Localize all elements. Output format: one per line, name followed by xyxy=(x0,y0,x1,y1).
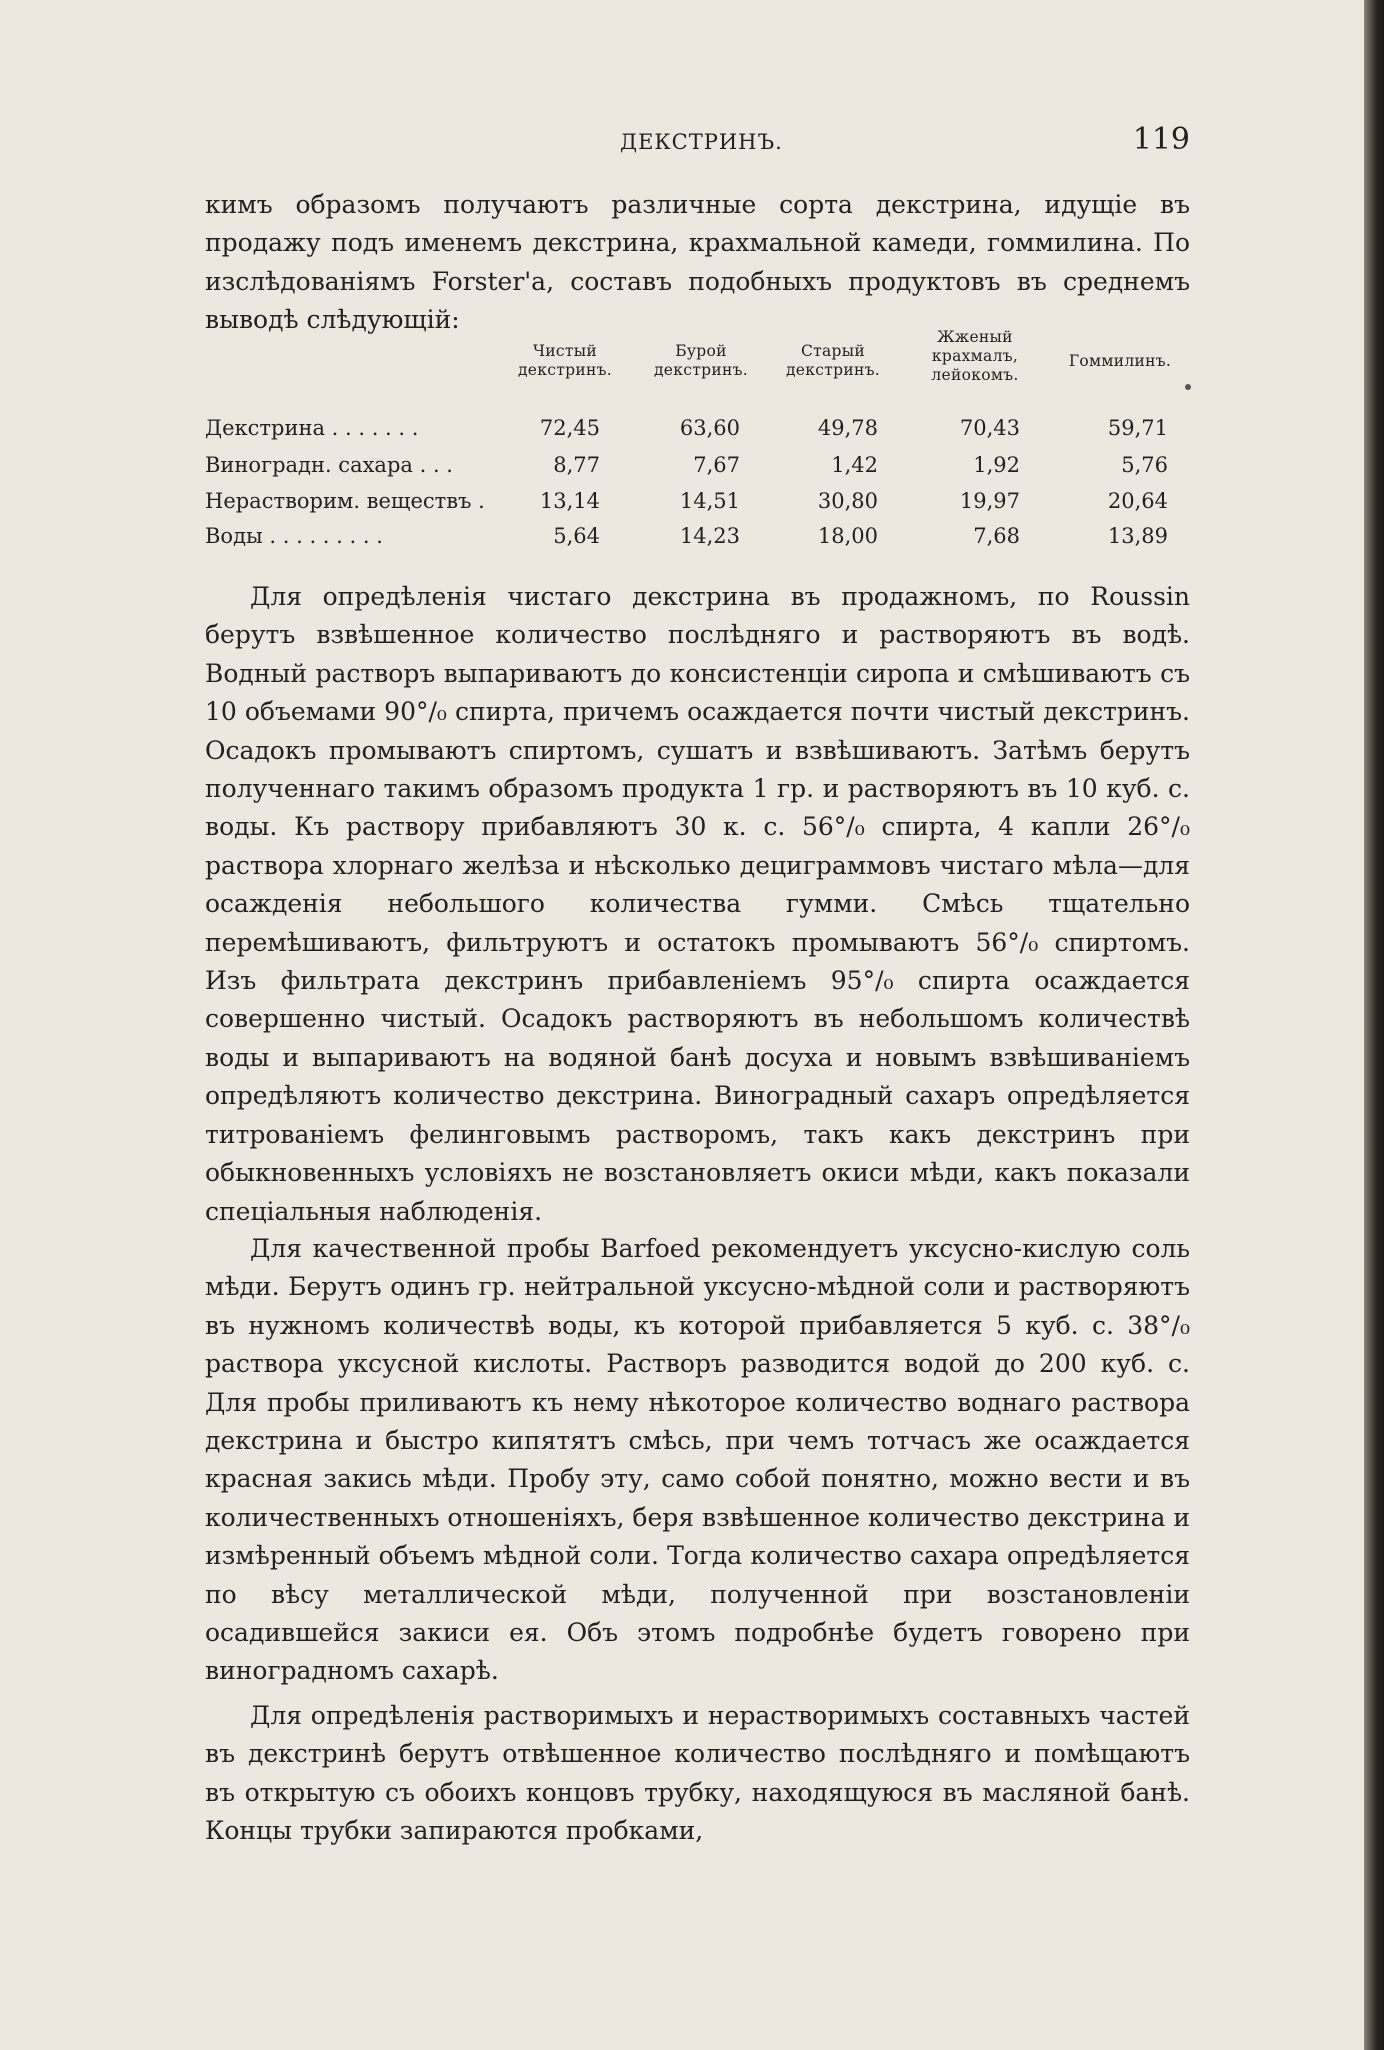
page-header xyxy=(205,122,1190,162)
column-header: Бурой декстринъ. xyxy=(653,342,749,379)
table-cell: 1,92 xyxy=(973,453,1020,477)
table-cell: 7,68 xyxy=(973,524,1020,548)
table-cell: 14,51 xyxy=(679,489,740,513)
column-header: Чистый декстринъ. xyxy=(517,342,613,379)
column-header: Старый декстринъ. xyxy=(785,342,881,379)
table-cell: 49,78 xyxy=(817,416,878,440)
paragraph-roussin-method: Для опредѣленія чистаго декстрина въ продажномъ, по Roussin берутъ взвѣшенное количество послѣдняго и растворяютъ въ водѣ. Водный растворъ выпариваютъ до консистенціи сиропа и смѣшиваютъ съ 10 объемами 90°/₀ спирта, причемъ осаждается почти чистый декстринъ. Осадокъ промываютъ спиртомъ, сушатъ и взвѣшиваютъ. Затѣмъ берутъ полученнаго такимъ образомъ продукта 1 гр. и растворяютъ въ 10 куб. с. воды. Къ раствору прибавляютъ 30 к. с. 56°/₀ спирта, 4 капли 26°/₀ раствора хлорнаго желѣза и нѣсколько дециграммовъ чистаго мѣла—для осажденія небольшого количества гумми. Смѣсь тщательно перемѣшиваютъ, фильтруютъ и остатокъ промываютъ 56°/₀ спиртомъ. Изъ фильтрата декстринъ прибавленіемъ 95°/₀ спирта осаждается совершенно чистый. Осадокъ растворяютъ въ небольшомъ количествѣ воды и выпариваютъ на водяной банѣ досуха и новымъ взвѣшиваніемъ опредѣляютъ количество декстрина. Виноградный сахаръ опредѣляется титрованіемъ фелинговымъ растворомъ, такъ какъ декстринъ при обыкновенныхъ условіяхъ не возстановляетъ окиси мѣди, какъ показали спеціальныя наблюденія. xyxy=(205,582,1190,1226)
page-number: 119 xyxy=(1132,122,1190,157)
ink-speck xyxy=(1185,384,1191,390)
table-cell: 72,45 xyxy=(539,416,600,440)
paragraph-soluble-parts: Для опредѣленія растворимыхъ и нерастворимыхъ составныхъ частей въ декстринѣ берутъ отвѣшенное количество послѣдняго и помѣщаютъ въ открытую съ обоихъ концовъ трубку, находящуюся въ масляной банѣ. Концы трубки запираются пробками, xyxy=(205,1701,1190,1846)
table-cell: 5,76 xyxy=(1121,453,1168,477)
table-cell: 5,64 xyxy=(553,524,600,548)
row-label: Нерастворим. веществъ . xyxy=(205,489,485,513)
running-head: ДЕКСТРИНЪ. xyxy=(620,130,783,154)
column-header: Гоммилинъ. xyxy=(1068,352,1172,370)
column-header: Жженый крахмалъ, лейокомъ. xyxy=(931,328,1019,384)
table-cell: 7,67 xyxy=(693,453,740,477)
row-label: Воды . . . . . . . . . xyxy=(205,524,383,548)
table-cell: 1,42 xyxy=(831,453,878,477)
table-cell: 63,60 xyxy=(679,416,740,440)
table-cell: 8,77 xyxy=(553,453,600,477)
table-cell: 59,71 xyxy=(1107,416,1168,440)
paragraph-intro: кимъ образомъ получаютъ различные сорта декстрина, идущіе въ продажу подъ именемъ декстрина, крахмальной камеди, гоммилина. По изслѣдованіямъ Forster'a, составъ подобныхъ продуктовъ въ среднемъ выводѣ слѣдующій: xyxy=(205,190,1190,335)
paragraph-barfoed-test: Для качественной пробы Barfoed рекомендуетъ уксусно-кислую соль мѣди. Берутъ одинъ гр. нейтральной уксусно-мѣдной соли и растворяютъ въ нужномъ количествѣ воды, къ которой прибавляется 5 куб. с. 38°/₀ раствора уксусной кислоты. Растворъ разводится водой до 200 куб. с. Для пробы приливаютъ къ нему нѣкоторое количество воднаго раствора декстрина и быстро кипятятъ смѣсь, при чемъ тотчасъ же осаждается красная закись мѣди. Пробу эту, само собой понятно, можно вести и въ количественныхъ отношеніяхъ, беря взвѣшенное количество декстрина и измѣренный объемъ мѣдной соли. Тогда количество сахара опредѣляется по вѣсу металлической мѣди, полученной при возстановленіи осадившейся закиси ея. Объ этомъ подробнѣе будетъ говорено при виноградномъ сахарѣ. xyxy=(205,1234,1190,1686)
table-cell: 30,80 xyxy=(817,489,878,513)
row-label: Декстрина . . . . . . . xyxy=(205,416,419,440)
table-cell: 70,43 xyxy=(959,416,1020,440)
table-cell: 19,97 xyxy=(959,489,1020,513)
row-label: Виноградн. сахара . . . xyxy=(205,453,453,477)
composition-table xyxy=(205,326,1190,566)
table-cell: 14,23 xyxy=(679,524,740,548)
table-cell: 18,00 xyxy=(817,524,878,548)
page-edge-shadow xyxy=(1364,0,1384,2050)
table-cell: 13,89 xyxy=(1107,524,1168,548)
table-cell: 13,14 xyxy=(539,489,600,513)
table-cell: 20,64 xyxy=(1107,489,1168,513)
